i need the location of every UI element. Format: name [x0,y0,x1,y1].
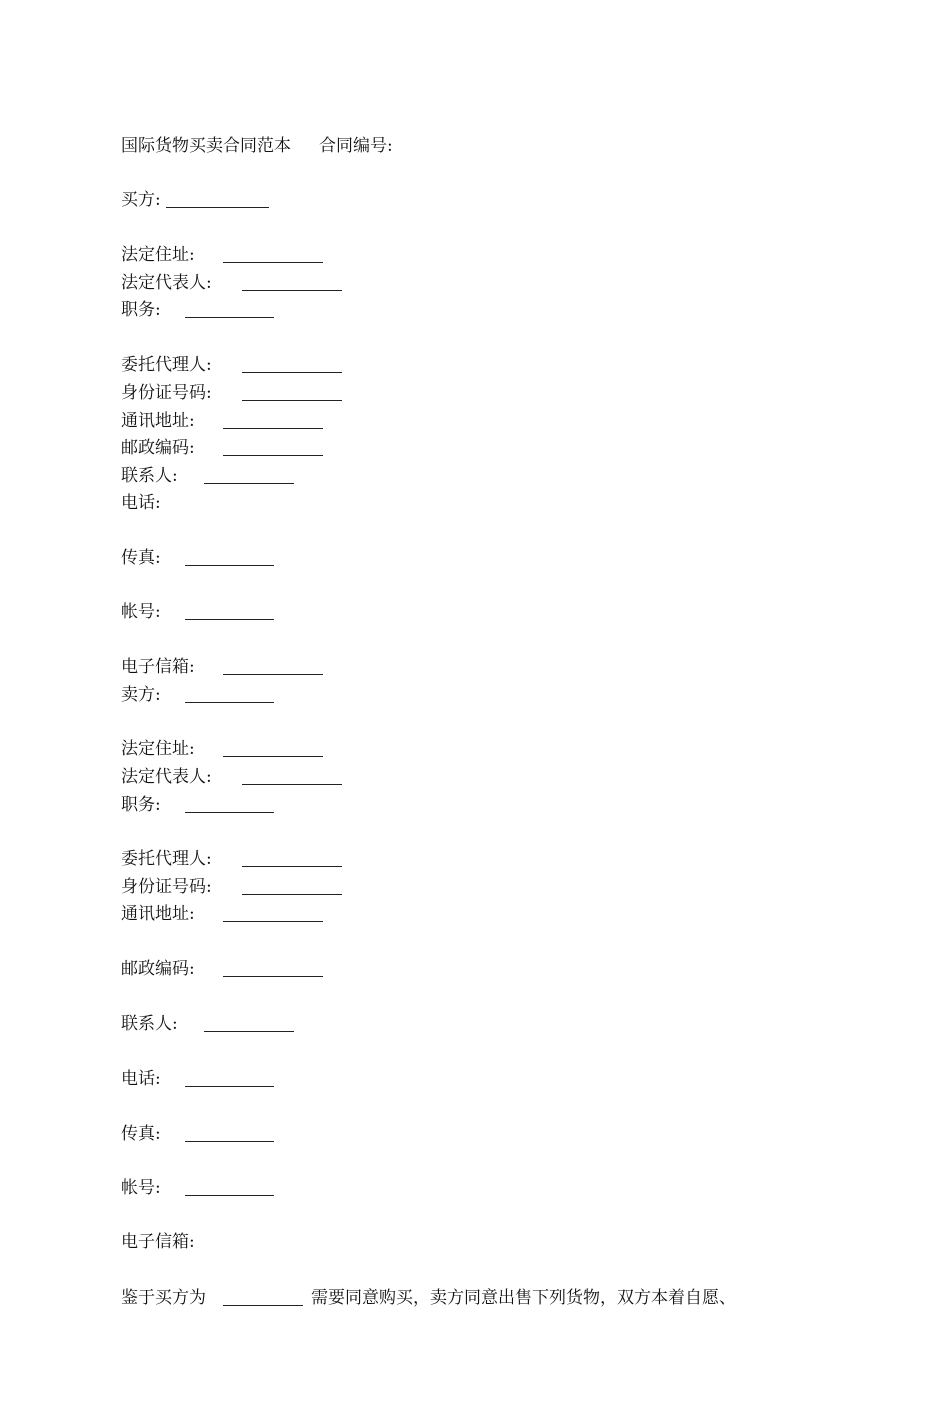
buyer-position-blank[interactable] [185,301,274,318]
seller-id-label: 身份证号码: [121,877,212,897]
buyer-fax-label: 传真: [121,548,161,568]
seller-account-label: 帐号: [121,1178,161,1198]
buyer-postal-blank[interactable] [223,439,323,456]
seller-fax-blank[interactable] [185,1125,274,1142]
buyer-label: 买方: [121,190,161,210]
recital-purpose-blank[interactable] [223,1289,303,1306]
contract-number-label: 合同编号: [319,136,393,156]
seller-position-blank[interactable] [185,796,274,813]
buyer-account-label: 帐号: [121,602,161,622]
seller-agent-blank[interactable] [242,850,342,867]
buyer-mail-address-label: 通讯地址: [121,411,195,431]
buyer-legal-address-label: 法定住址: [121,245,195,265]
seller-legal-rep-line [121,766,342,788]
buyer-legal-rep-line [121,272,342,294]
seller-agent-line [121,848,342,870]
buyer-id-label: 身份证号码: [121,383,212,403]
buyer-legal-rep-label: 法定代表人: [121,273,212,293]
buyer-mail-address-line [121,410,323,432]
seller-legal-rep-label: 法定代表人: [121,767,212,787]
buyer-agent-line [121,354,342,376]
buyer-email-label: 电子信箱: [121,657,195,677]
seller-legal-address-label: 法定住址: [121,739,195,759]
title-line [121,135,393,157]
seller-phone-line [121,1068,274,1090]
buyer-id-blank[interactable] [242,384,342,401]
seller-mail-address-line [121,903,323,925]
seller-position-line [121,794,274,816]
buyer-heading-line [121,189,269,211]
buyer-fax-line [121,547,274,569]
buyer-contact-line [121,465,294,487]
seller-contact-label: 联系人: [121,1014,178,1034]
seller-account-blank[interactable] [185,1179,274,1196]
seller-mail-address-label: 通讯地址: [121,904,195,924]
buyer-postal-line [121,437,323,459]
buyer-phone-line [121,492,161,514]
seller-legal-address-line [121,738,323,760]
seller-contact-blank[interactable] [204,1015,294,1032]
seller-blank[interactable] [185,686,274,703]
buyer-legal-rep-blank[interactable] [242,274,342,291]
seller-email-line [121,1231,195,1253]
seller-id-line [121,876,342,898]
buyer-fax-blank[interactable] [185,549,274,566]
seller-position-label: 职务: [121,795,161,815]
buyer-email-blank[interactable] [223,658,323,675]
buyer-account-line [121,601,274,623]
buyer-legal-address-line [121,244,323,266]
seller-mail-address-blank[interactable] [223,905,323,922]
buyer-mail-address-blank[interactable] [223,412,323,429]
buyer-id-line [121,382,342,404]
contract-title: 国际货物买卖合同范本 [121,136,291,156]
buyer-position-label: 职务: [121,300,161,320]
seller-heading-line [121,684,274,706]
buyer-legal-address-blank[interactable] [223,246,323,263]
buyer-agent-label: 委托代理人: [121,355,212,375]
seller-email-label: 电子信箱: [121,1232,195,1252]
seller-label: 卖方: [121,685,161,705]
recital-suffix: 需要同意购买，卖方同意出售下列货物，双方本着自愿、 [311,1288,736,1308]
buyer-position-line [121,299,274,321]
seller-postal-blank[interactable] [223,960,323,977]
seller-postal-label: 邮政编码: [121,959,195,979]
seller-contact-line [121,1013,294,1035]
buyer-email-line [121,656,323,678]
buyer-blank[interactable] [166,191,269,208]
seller-legal-rep-blank[interactable] [242,768,342,785]
buyer-account-blank[interactable] [185,603,274,620]
recital-line [121,1287,736,1309]
seller-agent-label: 委托代理人: [121,849,212,869]
seller-fax-line [121,1123,274,1145]
seller-account-line [121,1177,274,1199]
buyer-phone-label: 电话: [121,493,161,513]
seller-phone-blank[interactable] [185,1070,274,1087]
recital-prefix: 鉴于买方为 [121,1288,206,1308]
seller-postal-line [121,958,323,980]
buyer-contact-label: 联系人: [121,466,178,486]
seller-phone-label: 电话: [121,1069,161,1089]
seller-legal-address-blank[interactable] [223,740,323,757]
seller-id-blank[interactable] [242,878,342,895]
buyer-contact-blank[interactable] [204,467,294,484]
buyer-agent-blank[interactable] [242,356,342,373]
buyer-postal-label: 邮政编码: [121,438,195,458]
seller-fax-label: 传真: [121,1124,161,1144]
